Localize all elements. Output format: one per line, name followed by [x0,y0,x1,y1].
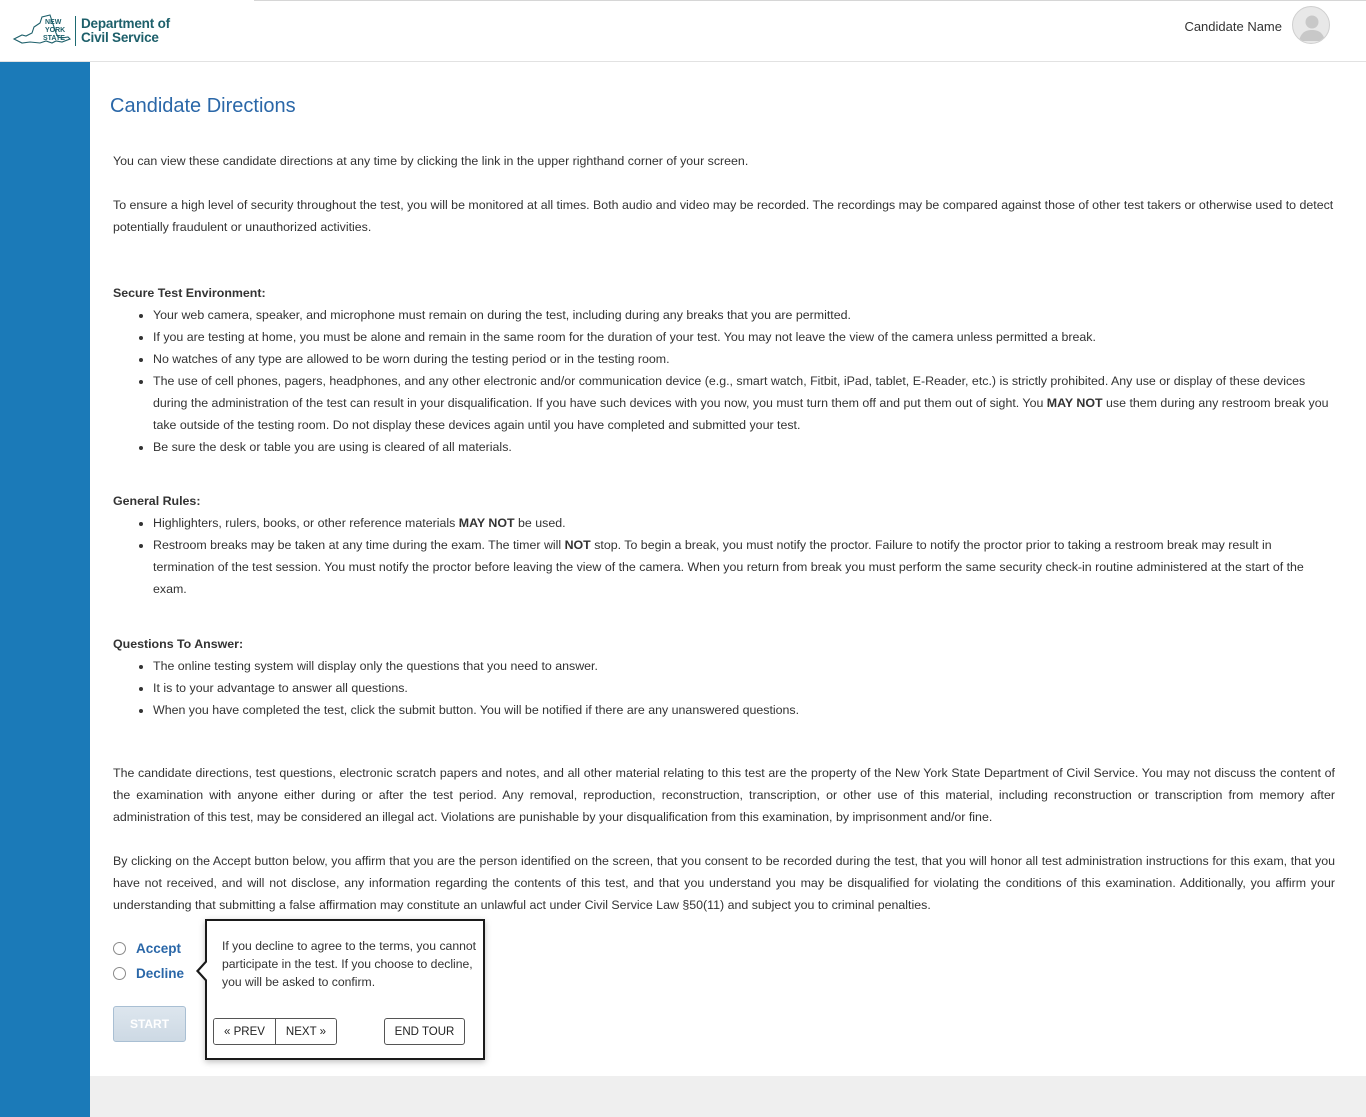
tour-pointer-arrow-inner [199,961,208,981]
rule1-pre: Highlighters, rulers, books, or other reference materials [153,516,459,530]
logo-dept-line2: Civil Service [81,30,159,45]
list-item: • The online testing system will display only the questions that you need to answer. [153,655,1335,677]
decline-radio[interactable] [113,967,126,980]
tour-next-button[interactable]: NEXT » [275,1019,336,1044]
tour-end-button[interactable]: END TOUR [384,1018,465,1045]
intro-paragraph-1: You can view these candidate directions at any time by clicking the link in the upper righthand corner of your screen. [113,154,749,168]
header-top-line [254,0,1366,1]
secure-environment-list [153,304,1335,458]
logo-divider [75,16,76,46]
decline-label[interactable]: Decline [136,966,185,981]
device-rule-bold: MAY NOT [1046,396,1103,410]
nys-civil-service-logo[interactable] [12,12,170,50]
list-item: • Be sure the desk or table you are using is cleared of all materials. [153,436,1335,458]
questions-heading: Questions To Answer: [113,637,244,651]
tour-prev-button[interactable]: « PREV [214,1019,275,1044]
page-title: Candidate Directions [110,95,296,117]
tour-popover [205,919,485,1060]
list-item: • If you are testing at home, you must be alone and remain in the same room for the duration of your test. You may not leave the view of the camera unless permitted a break. [153,326,1335,348]
tour-nav-group [213,1018,337,1045]
intro-paragraph-2: To ensure a high level of security throughout the test, you will be monitored at all times. Both audio and video may be recorded. The recordings may be compared against those of other test takers or otherwise used to detect potentially fraudulent or unauthorized activities. [113,198,1334,234]
list-item [153,512,1335,534]
list-item: • Your web camera, speaker, and microphone must remain on during the test, including during any breaks that you are permitted. [153,304,1335,326]
list-item [153,534,1335,600]
rule2-pre: Restroom breaks may be taken at any time during the exam. The timer will [153,538,565,552]
rule1-bold: MAY NOT [458,516,515,530]
list-item: • No watches of any type are allowed to be worn during the testing period or in the testing room. [153,348,1335,370]
accept-option[interactable] [113,936,184,961]
secure-environment-heading: Secure Test Environment: [113,286,266,300]
device-rule-pre: The use of cell phones, pagers, headphones, and any other electronic and/or communication device (e.g., smart watch, Fitbit, iPad, tablet, E-Reader, etc.) is strictly prohibited. Any use or display of these devices during the administration of the test can result in your disqualification. If you have such devices with you now, you must turn them off and put them out of sight. You [153,374,1306,410]
general-rules-list [153,512,1335,600]
directions-body [113,150,1335,916]
list-item: • When you have completed the test, click the submit button. You will be notified if there are any unanswered questions. [153,699,1335,721]
candidate-name[interactable]: Candidate Name [1184,19,1282,34]
device-rule-post: use them during any restroom break you take outside of the testing room. Do not display these devices again until you have completed and submitted your test. [153,396,1329,432]
decline-option[interactable] [113,961,184,986]
user-avatar-icon[interactable] [1292,6,1330,44]
affirmation-paragraph: By clicking on the Accept button below, you affirm that you are the person identified on the screen, that you consent to be recorded during the test, that you will honor all test administration instructions for this exam, that you have not received, and will not disclose, any information regarding the contents of this test, and that you understand you may be disqualified for violating the conditions of this examination. Additionally, you affirm your understanding that submitting a false affirmation may constitute an unlawful act under Civil Service Law §50(11) and subject you to criminal penalties. [113,854,1335,912]
logo-state-state: STATE [43,35,65,42]
property-paragraph: The candidate directions, test questions, electronic scratch papers and notes, and all other material relating to this test are the property of the New York State Department of Civil Service. You may not discuss the content of the examination with anyone either during or after the test period. Any removal, reproduction, reconstruction, transcription, or other use of this material, including reconstruction or transcription from memory after administration of this test, may be considered an illegal act. Violations are punishable by your disqualification from this examination, by imprisonment and/or fine. [113,766,1335,824]
terms-choice-group [113,936,184,986]
questions-list [153,655,1335,721]
rule2-post: stop. To begin a break, you must notify the proctor. Failure to notify the proctor prior to taking a restroom break may result in termination of the test session. You must notify the proctor before leaving the view of the camera. When you return from break you must perform the same security check-in routine administered at the start of the exam. [153,538,1304,596]
accept-label[interactable]: Accept [136,941,182,956]
rule2-bold: NOT [564,538,591,552]
top-header [0,0,1366,62]
logo-dept-line1: Department of [81,16,170,31]
tour-message: If you decline to agree to the terms, you cannot participate in the test. If you choose to decline, you will be asked to confirm. [222,939,477,989]
list-item [153,370,1335,436]
footer-band [90,1076,1366,1117]
accept-radio[interactable] [113,942,126,955]
logo-department-name [81,17,170,45]
ny-state-map-icon [12,13,72,49]
list-item: • It is to your advantage to answer all questions. [153,677,1335,699]
logo-state-new: NEW [45,19,62,26]
logo-state-york: YORK [45,27,66,34]
rule1-post: be used. [514,516,566,530]
left-sidebar [0,62,90,1117]
general-rules-heading: General Rules: [113,494,201,508]
start-button[interactable]: START [113,1006,186,1042]
